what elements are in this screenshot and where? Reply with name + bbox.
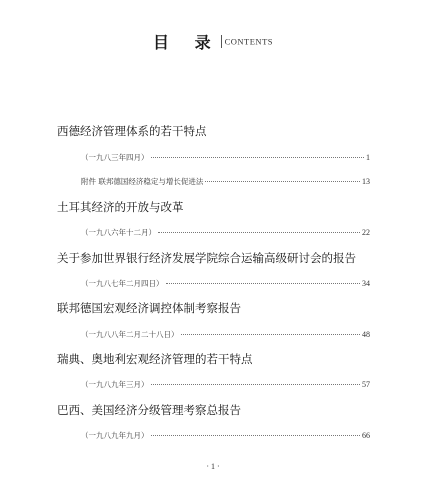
toc-entry-date: （一九八六年十二月） xyxy=(81,228,156,237)
toc-entry-date: （一九八九年三月） xyxy=(81,380,149,389)
toc-chapter-title[interactable]: 联邦德国宏观经济调控体制考察报告 xyxy=(57,301,241,315)
toc-chapter-title[interactable]: 西德经济管理体系的若干特点 xyxy=(57,124,207,138)
toc-entry-date: （一九八八年二月二十八日） xyxy=(81,330,179,339)
dot-leader xyxy=(151,384,361,385)
toc-entry[interactable] xyxy=(81,329,370,340)
page-number-footer: · 1 · xyxy=(206,462,220,471)
toc-page-number: 48 xyxy=(362,330,370,339)
toc-entry[interactable] xyxy=(81,176,370,187)
toc-page-number: 66 xyxy=(362,431,370,440)
dot-leader xyxy=(205,181,360,182)
toc-page-number: 57 xyxy=(362,380,370,389)
toc-entry-date: （一九八九年九月） xyxy=(81,431,149,440)
toc-page-number: 1 xyxy=(366,153,370,162)
toc-entry[interactable] xyxy=(81,152,370,163)
toc-page-number: 22 xyxy=(362,228,370,237)
toc-page-number: 13 xyxy=(362,177,370,186)
dot-leader xyxy=(151,157,365,158)
toc-chapter-title[interactable]: 关于参加世界银行经济发展学院综合运输高级研讨会的报告 xyxy=(57,251,356,265)
page-title: 目 录 xyxy=(153,33,221,52)
dot-leader xyxy=(181,334,361,335)
toc-entry[interactable] xyxy=(81,227,370,238)
toc-entry-date: （一九八七年二月四日） xyxy=(81,279,164,288)
title-divider xyxy=(221,35,222,48)
toc-entry-date: （一九八三年四月） xyxy=(81,153,149,162)
toc-chapter-title[interactable]: 土耳其经济的开放与改革 xyxy=(57,200,184,214)
toc-entry[interactable] xyxy=(81,379,370,390)
dot-leader xyxy=(166,283,361,284)
page-subtitle: CONTENTS xyxy=(224,36,273,47)
toc-entry[interactable] xyxy=(81,278,370,289)
dot-leader xyxy=(151,435,361,436)
toc-entry[interactable] xyxy=(81,430,370,441)
dot-leader xyxy=(158,232,360,233)
toc-chapter-title[interactable]: 瑞典、奥地利宏观经济管理的若干特点 xyxy=(57,352,253,366)
toc-page-number: 34 xyxy=(362,279,370,288)
toc-heading xyxy=(0,30,426,53)
toc-chapter-title[interactable]: 巴西、美国经济分级管理考察总报告 xyxy=(57,403,241,417)
toc-entry-appendix: 附件 联邦德国经济稳定与增长促进法 xyxy=(81,177,204,186)
